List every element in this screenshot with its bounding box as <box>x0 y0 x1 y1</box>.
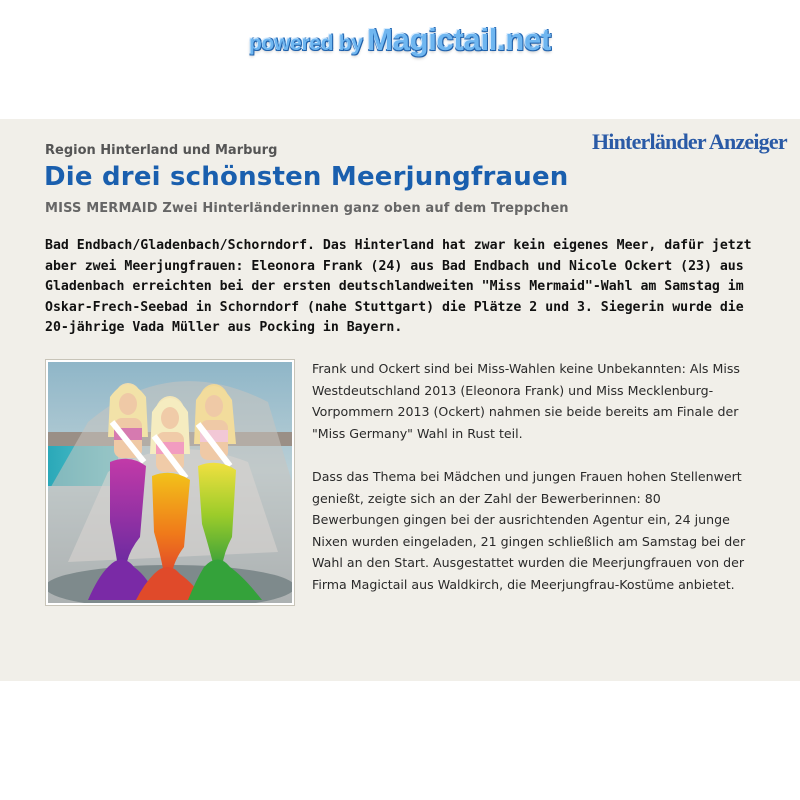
article-photo <box>45 359 295 606</box>
watermark-prefix: powered by <box>248 32 363 55</box>
magictail-watermark <box>0 22 800 58</box>
article-body <box>312 358 752 617</box>
three-mermaids-photo <box>48 362 292 603</box>
article-paragraph: Dass das Thema bei Mädchen und jungen Frauen hohen Stellenwert genießt, zeigte sich an der Zahl der Bewerberinnen: 80 Bewerbungen gingen bei der ausrichtenden Agentur ein, 24 junge Nixen wurden eingeladen, 21 gingen schließlich am Samstag bei der Wahl an den Start. Ausgestattet wurden die Meerjungfrauen von der Firma Magictail aus Waldkirch, die Meerjungfrau-Kostüme anbietet. <box>312 469 746 592</box>
newspaper-logo: Hinterländer Anzeiger <box>592 129 787 154</box>
region-label: Region Hinterland und Marburg <box>45 143 278 158</box>
article-lead: Bad Endbach/Gladenbach/Schorndorf. Das Hinterland hat zwar kein eigenes Meer, dafür jetzt aber zwei Meerjungfrauen: Eleonora Frank (24) aus Bad Endbach und Nicole Ockert (23) aus Gladenbach erreichten bei der ersten deutschlandweiten "Miss Mermaid"-Wahl am Samstag im Oskar-Frech-Seebad in Schorndorf (nahe Stuttgart) die Plätze 2 und 3. Siegerin wurde die 20-jährige Vada Müller aus Pocking in Bayern. <box>45 238 752 335</box>
newspaper-clipping <box>0 119 800 681</box>
article-paragraph: Frank und Ockert sind bei Miss-Wahlen keine Unbekannten: Als Miss Westdeutschland 2013 (Eleonora Frank) und Miss Mecklenburg-Vorpommern 2013 (Ockert) nahmen sie beide bereits am Finale der "Miss Germany" Wahl in Rust teil. <box>312 361 740 441</box>
article-headline: Die drei schönsten Meerjungfrauen <box>44 162 569 192</box>
article-subheadline: MISS MERMAID Zwei Hinterländerinnen ganz oben auf dem Treppchen <box>45 201 569 216</box>
watermark-brand: Magictail.net <box>367 22 551 57</box>
